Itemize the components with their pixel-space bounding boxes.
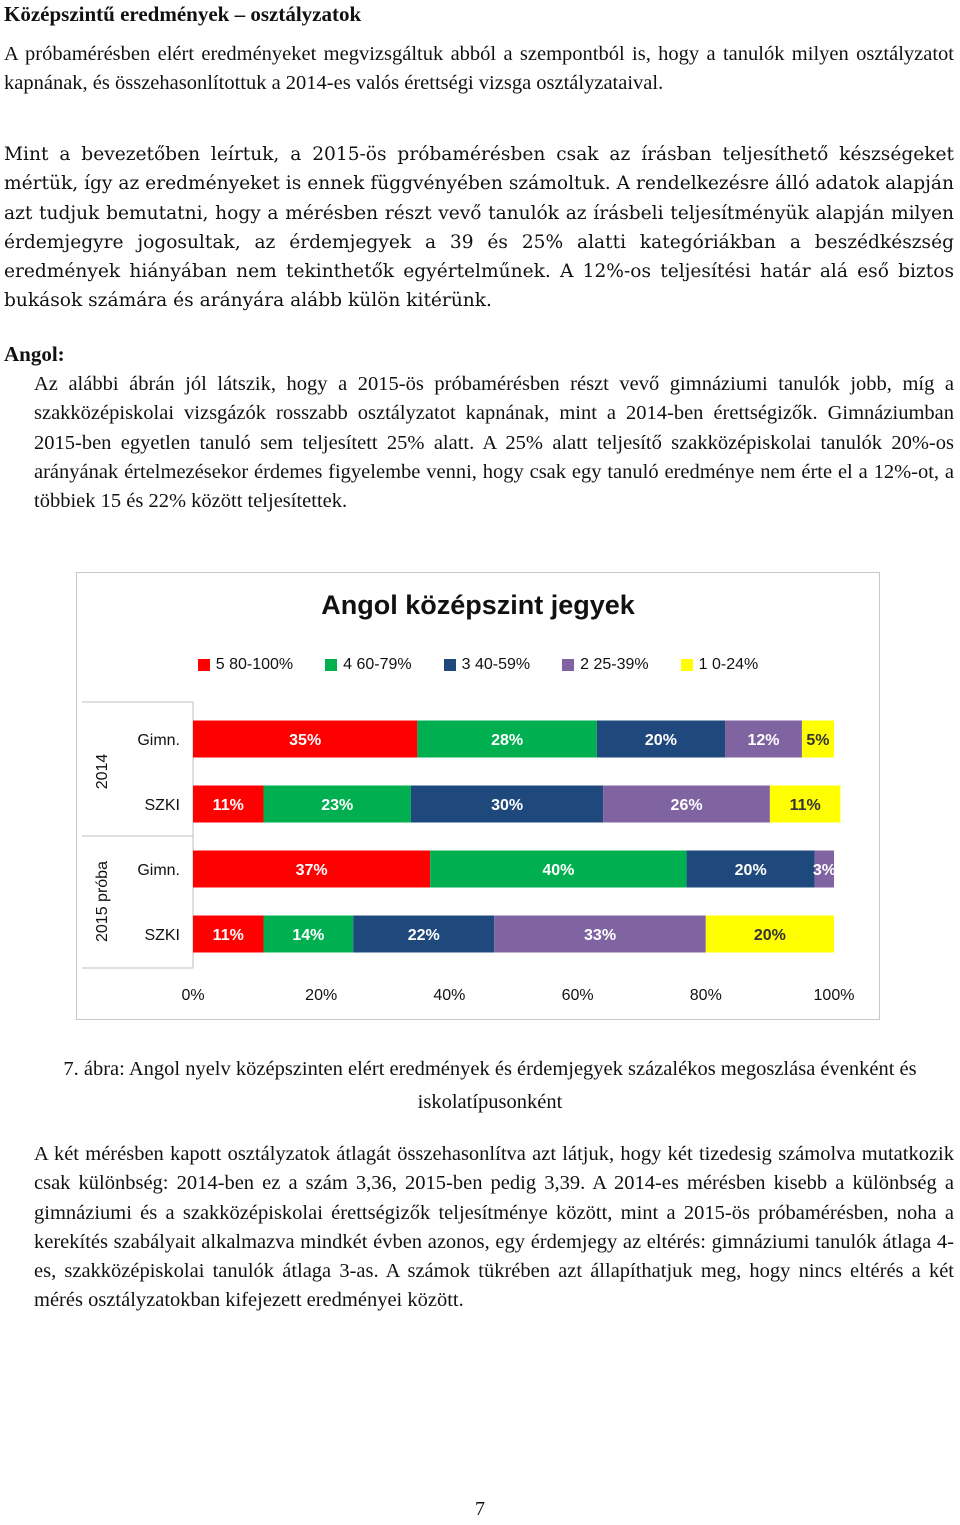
data-label: 20% [734,862,767,879]
data-label: 11% [212,797,244,814]
angol-subheading: Angol: [4,342,65,366]
data-label: 28% [491,732,524,749]
method-paragraph: Mint a bevezetőben leírtuk, a 2015-ös próbamérésben csak az írásban teljesíthető készségeket mértük, így az eredményeket is ennek függvényében számoltuk. A rendelkezésre álló adatok alapján azt tudjuk bemutatni, hogy a mérésben részt vevő tanulók az írásbeli teljesítményük alapján milyen érdemjegyre jogosultak, az érdemjegyek a 39 és 25% alatti kategóriákban a beszédkészség eredmények hiányában nem tekinthetők egyértelműnek. A 12%-os teljesítési határ alá eső biztos bukások számára és arányára alább külön kitérünk. [4,144,954,312]
chart-legend [76,656,880,674]
legend-label-4: 4 60-79% [343,656,412,673]
data-label: 12% [747,732,780,749]
section-heading: Középszintű eredmények – osztályzatok [4,2,362,26]
x-tick-label: 0% [181,987,205,1004]
summary-paragraph: A két mérésben kapott osztályzatok átlagát összehasonlítva azt látjuk, hogy két tizedesig számolva mutatkozik csak különbség: 2014-ben ez a szám 3,36, 2015-ben pedig 3,39. A 2014-es mérésben kisebb a különbség a gimnáziumi és a szakközépiskolai érettségizők teljesítménye között, mint a 2015-ös próbamérésben, noha a kerekítés szabályait alkalmazva mindkét évben azonos, egy érdemjegy az eltérés: gimnáziumi tanulók átlaga 4-es, szakközépiskolai tanulók átlaga 3-as. A számok tükrében azt állapíthatjuk meg, hogy nincs eltérés a két mérés osztályzatokban kifejezett eredményei között. [34,1143,954,1312]
data-label: 35% [289,732,322,749]
legend-label-3: 3 40-59% [461,656,531,673]
x-tick-label: 60% [561,987,594,1004]
x-tick-label: 100% [813,987,855,1004]
legend-swatch-4 [325,659,337,671]
legend-swatch-2 [562,659,574,671]
legend-item-5 [198,656,293,674]
legend-swatch-5 [198,659,210,671]
legend-item-2 [562,656,649,674]
data-label: 3% [812,862,836,879]
data-label: 23% [321,797,354,814]
data-label: 20% [753,927,786,944]
legend-item-3 [444,656,531,674]
row-label: SZKI [144,927,180,944]
data-label: 22% [407,927,440,944]
data-label: 37% [295,862,328,879]
data-label: 20% [644,732,677,749]
stacked-bar-chart [76,690,880,1020]
legend-label-1: 1 0-24% [698,656,759,673]
group-label: 2014 [94,753,111,790]
row-label: Gimn. [137,862,180,879]
data-label: 33% [584,927,617,944]
data-label: 11% [212,927,244,944]
legend-swatch-1 [681,659,693,671]
legend-label-2: 2 25-39% [580,656,649,673]
legend-item-4 [325,656,412,674]
x-tick-label: 20% [305,987,338,1004]
data-label: 5% [806,732,830,749]
legend-item-1 [681,656,759,674]
row-label: SZKI [144,797,180,814]
data-label: 30% [491,797,524,814]
angol-paragraph: Az alábbi ábrán jól látszik, hogy a 2015-ös próbamérésben részt vevő gimnáziumi tanulók jobb, míg a szakközépiskolai vizsgázók rosszabb osztályzatot kapnának, mint a 2014-ben érettségizők. Gimnáziumban 2015-ben egyetlen tanuló sem teljesített 25% alatt. A 25% alatt teljesítő szakközépiskolai tanulók 20%-os arányának értelmezésekor érdemes figyelembe venni, hogy csak egy tanuló eredménye nem érte el a 12%-ot, a többiek 15 és 22% között teljesítettek. [34,373,954,513]
intro-paragraph: A próbamérésben elért eredményeket megvizsgáltuk abból a szempontból is, hogy a tanulók milyen osztályzatot kapnának, és összehasonlítottuk a 2014-es valós érettségi vizsga osztályzataival. [4,43,954,95]
legend-swatch-3 [444,659,456,671]
figure-caption: 7. ábra: Angol nyelv középszinten elért eredmények és érdemjegyek százalékos megoszlása évenként és iskolatípusonként [63,1058,917,1113]
group-label: 2015 próba [94,861,111,942]
x-tick-label: 80% [689,987,722,1004]
chart-title: Angol középszint jegyek [321,590,635,620]
data-label: 40% [542,862,575,879]
legend-label-5: 5 80-100% [215,656,294,673]
data-label: 11% [789,797,821,814]
row-label: Gimn. [137,732,180,749]
data-label: 14% [292,927,325,944]
data-label: 26% [670,797,703,814]
page-number: 7 [475,1498,485,1520]
x-tick-label: 40% [433,987,466,1004]
